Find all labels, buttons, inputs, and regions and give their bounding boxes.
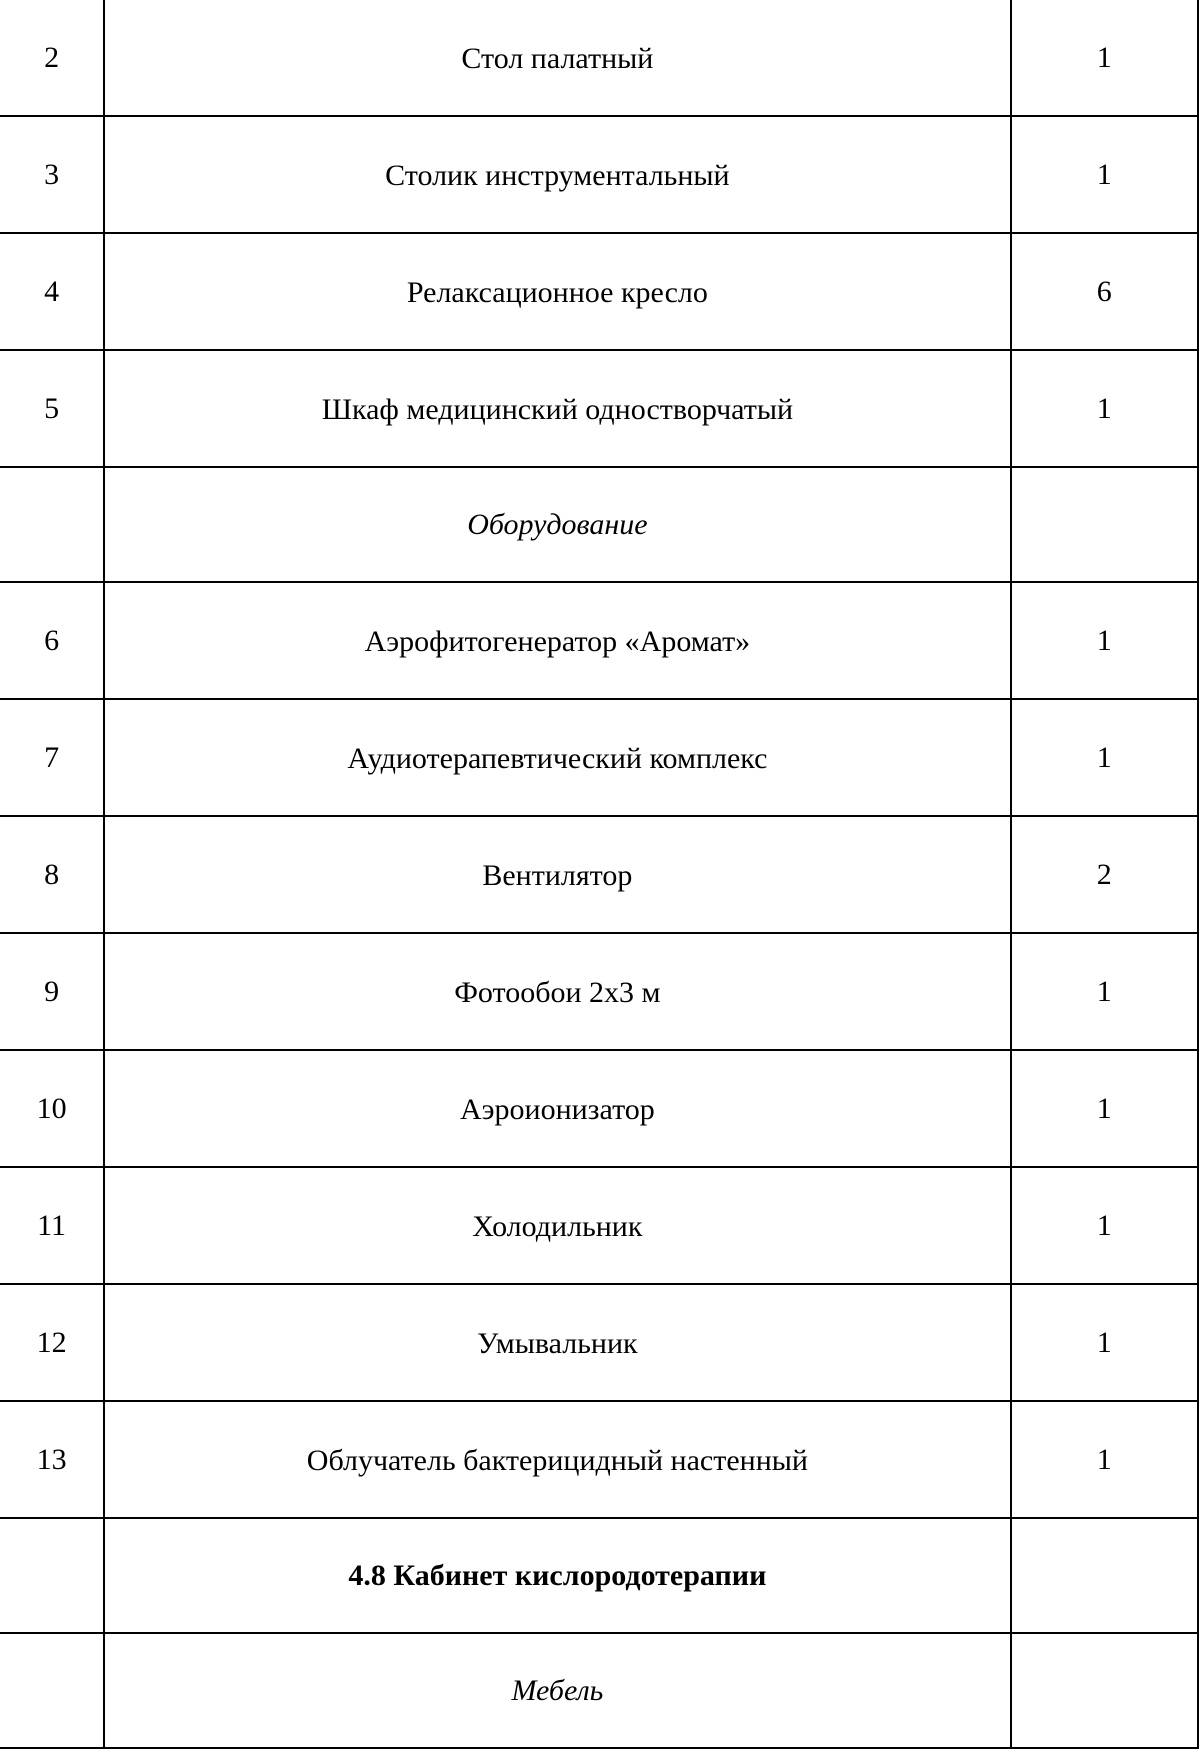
quantity-cell: 1 (1011, 933, 1198, 1050)
quantity-cell: 1 (1011, 1284, 1198, 1401)
row-number-cell: 2 (0, 0, 104, 116)
row-number-cell: 5 (0, 350, 104, 467)
section-heading-row (0, 1518, 1198, 1633)
item-name-cell: Фотообои 2х3 м (104, 933, 1010, 1050)
row-number-cell: 10 (0, 1050, 104, 1167)
row-number-cell: 3 (0, 116, 104, 233)
quantity-cell: 1 (1011, 582, 1198, 699)
table-row (0, 1401, 1198, 1518)
row-number-cell: 7 (0, 699, 104, 816)
table-row (0, 350, 1198, 467)
quantity-cell: 1 (1011, 699, 1198, 816)
quantity-cell: 6 (1011, 233, 1198, 350)
table-row (0, 116, 1198, 233)
quantity-cell: 1 (1011, 116, 1198, 233)
row-number-cell: 8 (0, 816, 104, 933)
item-name-cell: Аэроионизатор (104, 1050, 1010, 1167)
item-name-cell: Релаксационное кресло (104, 233, 1010, 350)
quantity-cell: 2 (1011, 816, 1198, 933)
quantity-cell (1011, 467, 1198, 582)
row-number-cell: 12 (0, 1284, 104, 1401)
item-name-cell: Аудиотерапевтический комплекс (104, 699, 1010, 816)
quantity-cell: 1 (1011, 1050, 1198, 1167)
table-row (0, 582, 1198, 699)
table-row (0, 0, 1198, 116)
row-number-cell (0, 1518, 104, 1633)
quantity-cell: 1 (1011, 1401, 1198, 1518)
category-name-cell: Мебель (104, 1633, 1010, 1748)
row-number-cell: 4 (0, 233, 104, 350)
item-name-cell: Аэрофитогенератор «Аромат» (104, 582, 1010, 699)
category-row (0, 467, 1198, 582)
section-heading-cell: 4.8 Кабинет кислородотерапии (104, 1518, 1010, 1633)
quantity-cell (1011, 1518, 1198, 1633)
row-number-cell: 9 (0, 933, 104, 1050)
row-number-cell (0, 467, 104, 582)
table-row (0, 816, 1198, 933)
category-name-cell: Оборудование (104, 467, 1010, 582)
quantity-cell: 1 (1011, 0, 1198, 116)
row-number-cell: 13 (0, 1401, 104, 1518)
row-number-cell: 6 (0, 582, 104, 699)
table-row (0, 233, 1198, 350)
item-name-cell: Вентилятор (104, 816, 1010, 933)
row-number-cell: 11 (0, 1167, 104, 1284)
quantity-cell (1011, 1633, 1198, 1748)
item-name-cell: Облучатель бактерицидный настенный (104, 1401, 1010, 1518)
item-name-cell: Холодильник (104, 1167, 1010, 1284)
table-row (0, 933, 1198, 1050)
item-name-cell: Столик инструментальный (104, 116, 1010, 233)
table-row (0, 699, 1198, 816)
quantity-cell: 1 (1011, 350, 1198, 467)
quantity-cell: 1 (1011, 1167, 1198, 1284)
row-number-cell (0, 1633, 104, 1748)
item-name-cell: Шкаф медицинский одностворчатый (104, 350, 1010, 467)
table-row (0, 1284, 1198, 1401)
item-name-cell: Умывальник (104, 1284, 1010, 1401)
item-name-cell: Стол палатный (104, 0, 1010, 116)
table-row (0, 1050, 1198, 1167)
category-row (0, 1633, 1198, 1748)
table-row (0, 1167, 1198, 1284)
